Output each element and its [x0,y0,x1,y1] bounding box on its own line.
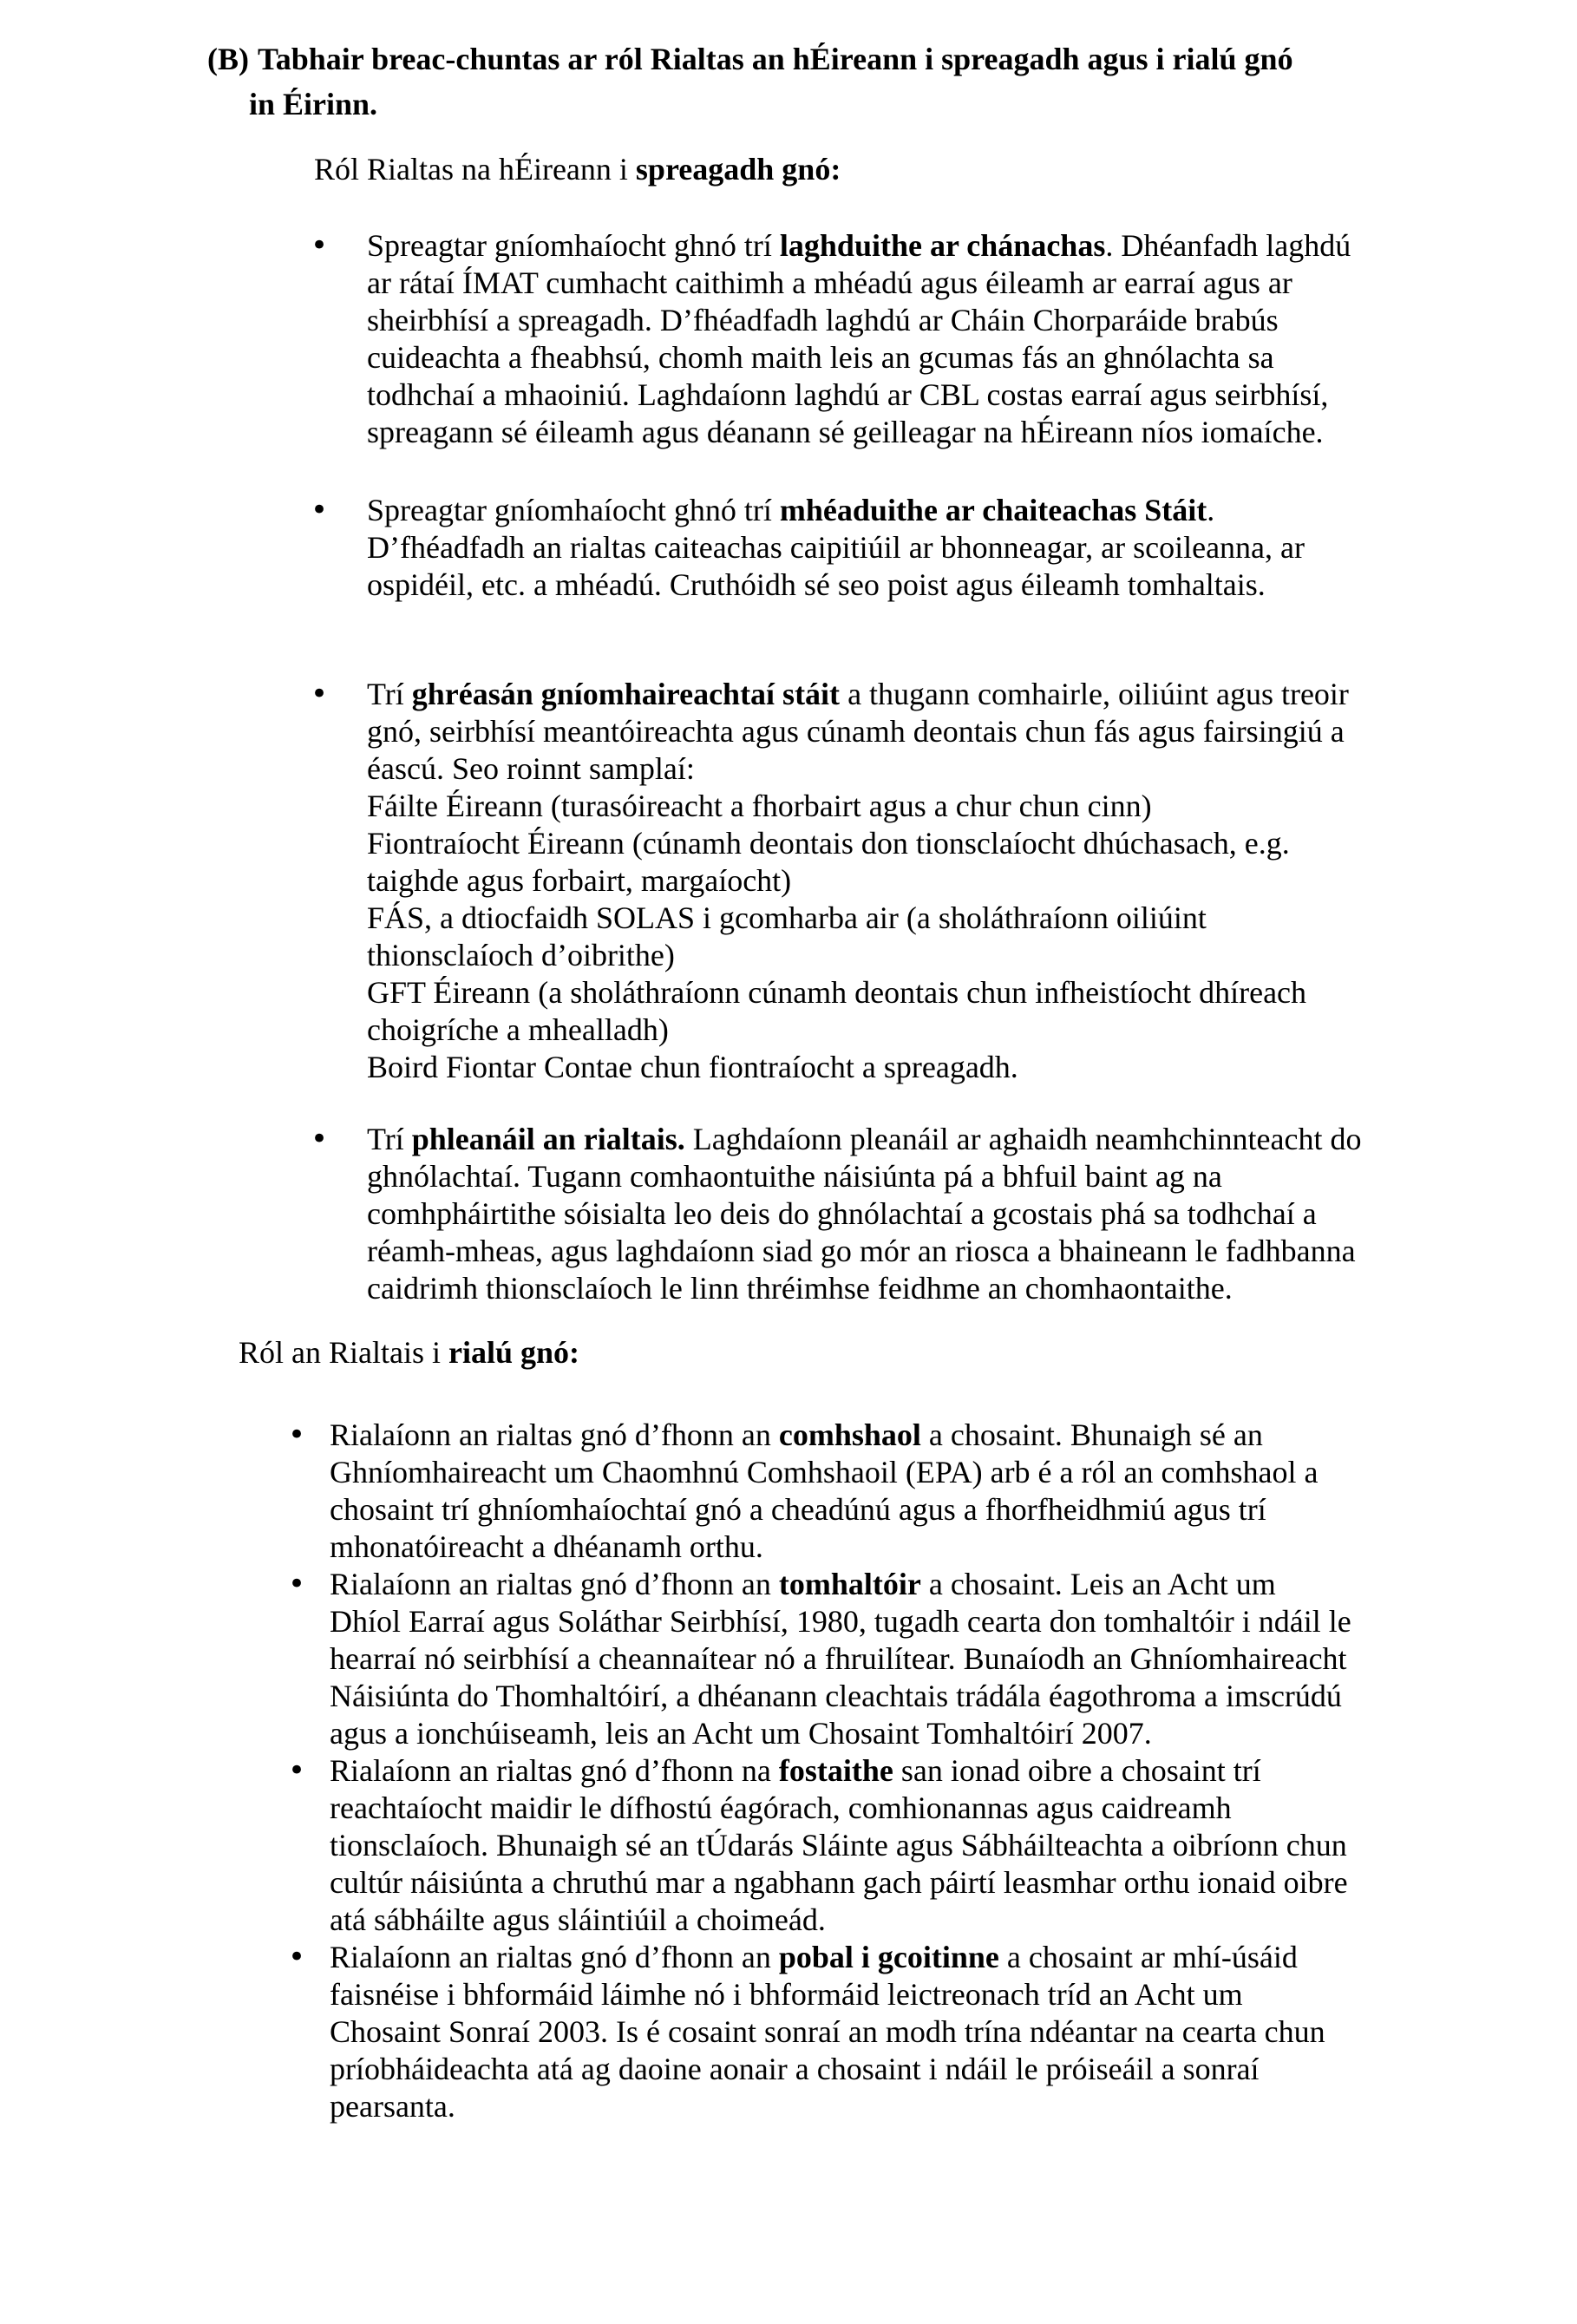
bullet-item-employees [288,1752,1353,1939]
bullet-icon: • [288,1940,306,1974]
bullet-icon: • [288,1417,306,1452]
bullet-icon: • [288,1753,306,1788]
question-heading [207,36,1325,127]
bullet-text: Spreagtar gníomhaíocht ghnó trí mhéaduithe ar chaiteachas Stáit. D’fhéadfadh an rialtas caiteachas caipitiúil ar bhonneagar, ar scoileanna, ar ospidéil, etc. a mhéadú. Cruthóidh sé seo poist agus éileamh tomhaltais. [367,493,1305,602]
bullet-item-state-agencies [311,676,1364,1086]
bullet-text: Trí phleanáil an rialtais. Laghdaíonn pleanáil ar aghaidh neamhchinnteacht do ghnólachtaí. Tugann comhaontuithe náisiúnta pá a bhfuil baint ag na comhpháirtithe sóisialta leo deis do ghnólachtaí a gcostais phá sa todhchaí a réamh-mheas, agus laghdaíonn siad go mór an riosca a bhaineann le fadhbanna caidrimh thionsclaíoch le linn thréimhse feidhme an chomhaontaithe. [367,1122,1362,1306]
bullet-text: Spreagtar gníomhaíocht ghnó trí laghduithe ar chánachas. Dhéanfadh laghdú ar rátaí ÍMAT cumhacht caithimh a mhéadú agus éileamh ar earraí agus ar sheirbhísí a spreagadh. D’fhéadfadh laghdú ar Cháin Chorparáide brabús cuideachta a fheabhsú, chomh maith leis an gcumas fás an ghnólachta sa todhchaí a mhaoiniú. Laghdaíonn laghdú ar CBL costas earraí agus seirbhísí, spreagann sé éileamh agus déanann sé geilleagar na hÉireann níos iomaíche. [367,228,1351,449]
bullet-icon: • [311,493,329,527]
bullet-item-general-public [288,1939,1353,2125]
bullet-icon: • [311,677,329,711]
bullet-text: Rialaíonn an rialtas gnó d’fhonn na fostaithe san ionad oibre a chosaint trí reachtaíocht maidir le dífhostú éagórach, comhionannas agus caidreamh tionsclaíoch. Bhunaigh sé an tÚdarás Sláinte agus Sábháilteachta a oibríonn chun cultúr náisiúnta a chruthú mar a ngabhann gach páirtí leasmhar orthu ionaid oibre atá sábháilte agus sláintiúil a choimeád. [330,1753,1348,1937]
bullet-item-environment [288,1417,1353,1566]
section1-title: Ról Rialtas na hÉireann i spreagadh gnó: [314,152,841,187]
bullet-text: Rialaíonn an rialtas gnó d’fhonn an tomhaltóir a chosaint. Leis an Acht um Dhíol Earraí agus Soláthar Seirbhísí, 1980, tugadh cearta don tomhaltóir i ndáil le hearraí nó seirbhísí a cheannaítear nó a fhruilítear. Bunaíodh an Ghníomhaireacht Náisiúnta do Thomhaltóirí, a dhéanann cleachtais trádála éagothroma a imscrúdú agus a ionchúiseamh, leis an Acht um Chosaint Tomhaltóirí 2007. [330,1567,1351,1751]
bullet-item-government-planning [311,1121,1364,1307]
question-label: (B) [207,42,249,76]
bullet-text: Rialaíonn an rialtas gnó d’fhonn an pobal i gcoitinne a chosaint ar mhí-úsáid faisnéise i bhformáid láimhe nó i bhformáid leictreonach tríd an Acht um Chosaint Sonraí 2003. Is é cosaint sonraí an modh trína ndéantar na cearta chun príobháideachta atá ag daoine aonair a chosaint i ndáil le próiseáil a sonraí pearsanta. [330,1940,1325,2124]
bullet-text: Rialaíonn an rialtas gnó d’fhonn an comhshaol a chosaint. Bhunaigh sé an Ghníomhaireacht um Chaomhnú Comhshaoil (EPA) arb é a ról an comhshaol a chosaint trí ghníomhaíochtaí gnó a cheadúnú agus a fhorfheidhmiú agus trí mhonatóireacht a dhéanamh orthu. [330,1417,1319,1564]
bullet-icon: • [311,1122,329,1156]
bullet-icon: • [288,1567,306,1601]
question-heading-text: Tabhair breac-chuntas ar ról Rialtas an hÉireann i spreagadh agus i rialú gnó in Éirinn. [249,42,1293,121]
bullet-item-tax-reductions [311,227,1364,451]
bullet-icon: • [311,228,329,263]
section2-title: Ról an Rialtais i rialú gnó: [239,1335,579,1370]
bullet-item-state-spending [311,492,1364,604]
bullet-item-consumer [288,1566,1353,1752]
bullet-text: Trí ghréasán gníomhaireachtaí stáit a thugann comhairle, oiliúint agus treoir gnó, seirbhísí meantóireachta agus cúnamh deontais chun fás agus fairsingiú a éascú. Seo roinnt samplaí: Fáilte Éireann (turasóireacht a fhorbairt agus a chur chun cinn) Fiontraíocht Éireann (cúnamh deontais don tionsclaíocht dhúchasach, e.g. taighde agus forbairt, margaíocht) FÁS, a dtiocfaidh SOLAS i gcomharba air (a sholáthraíonn oiliúint thionsclaíoch d’oibrithe) GFT Éireann (a sholáthraíonn cúnamh deontais chun infheistíocht dhíreach choigríche a mhealladh) Boird Fiontar Contae chun fiontraíocht a spreagadh. [367,677,1349,1084]
